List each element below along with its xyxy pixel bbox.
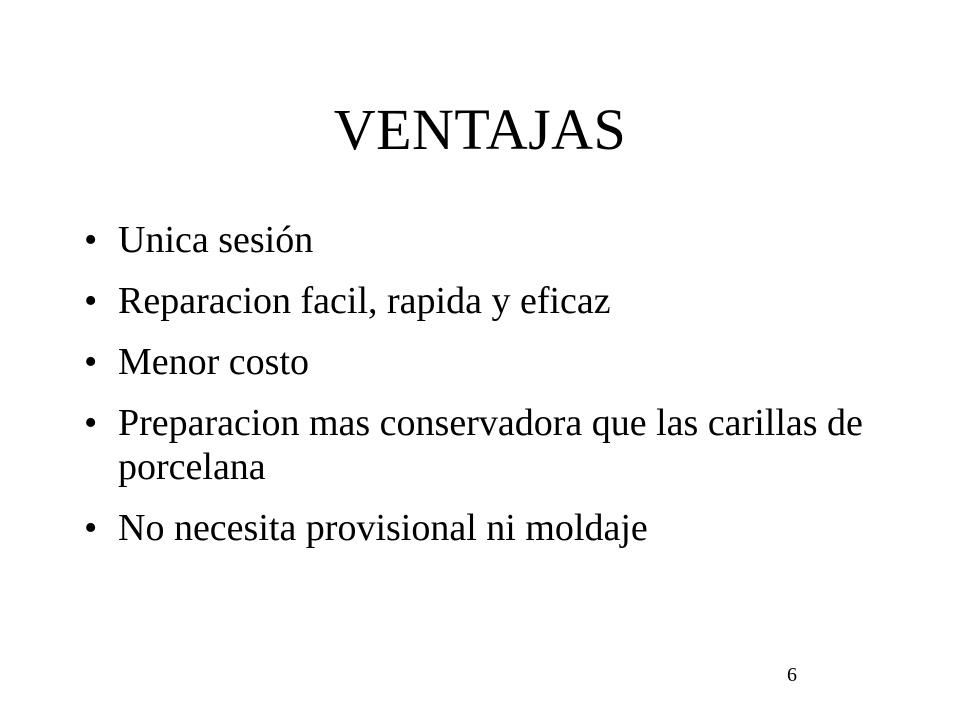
bullet-item-reparacion [84, 279, 904, 323]
page-number: 6 [787, 664, 797, 686]
bullet-icon: • [84, 402, 98, 444]
bullet-item-unica-sesion [84, 218, 904, 262]
bullet-text: No necesita provisional ni moldaje [118, 507, 648, 549]
bullet-text: Unica sesión [118, 219, 314, 261]
bullet-text: Preparacion mas conservadora que las carillas de porcelana [118, 402, 863, 488]
bullet-icon: • [84, 219, 98, 261]
bullet-item-no-necesita [84, 506, 904, 550]
bullet-icon: • [84, 341, 98, 383]
bullet-item-preparacion [84, 401, 904, 489]
bullet-icon: • [84, 507, 98, 549]
slide-title: VENTAJAS [333, 97, 627, 162]
bullet-icon: • [84, 280, 98, 322]
bullet-list [84, 218, 904, 550]
bullet-item-menor-costo [84, 340, 904, 384]
bullet-text: Menor costo [118, 341, 310, 383]
bullet-text: Reparacion facil, rapida y eficaz [118, 280, 611, 322]
